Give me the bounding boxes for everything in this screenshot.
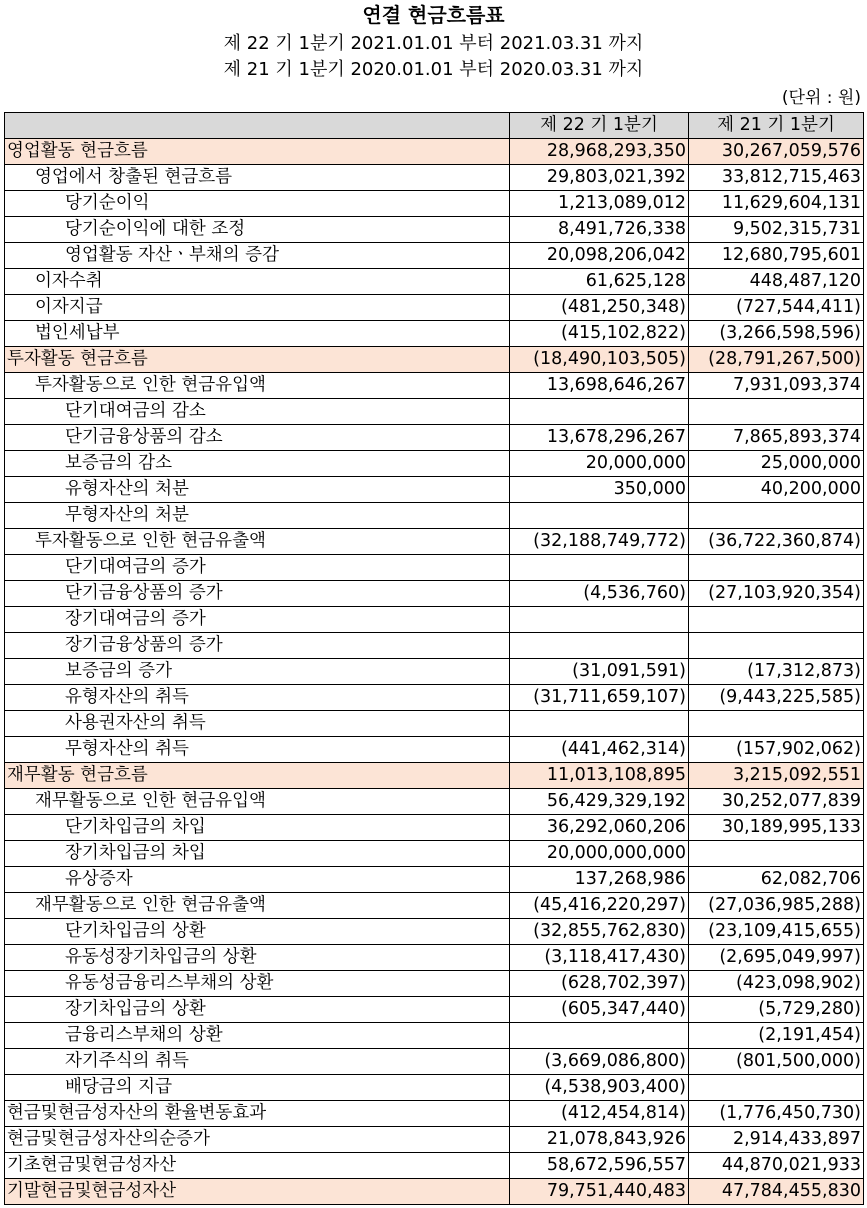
table-row — [5, 997, 864, 1023]
table-row — [5, 451, 864, 477]
row-label: 단기대여금의 증가 — [5, 555, 510, 581]
row-label: 사용권자산의 취득 — [5, 711, 510, 737]
row-label: 재무활동으로 인한 현금유입액 — [5, 789, 510, 815]
table-row — [5, 243, 864, 269]
period-current: 제 22 기 1분기 2021.01.01 부터 2021.03.31 까지 — [223, 33, 644, 54]
table-row — [5, 347, 864, 373]
table-row — [5, 165, 864, 191]
row-label: 장기차입금의 상환 — [5, 997, 510, 1023]
table-row — [5, 685, 864, 711]
current-period-value — [510, 633, 689, 659]
prior-period-value: (157,902,062) — [689, 737, 864, 763]
current-period-value: (31,091,591) — [510, 659, 689, 685]
table-row — [5, 1127, 864, 1153]
current-period-value: (32,855,762,830) — [510, 919, 689, 945]
table-row — [5, 529, 864, 555]
table-row — [5, 815, 864, 841]
prior-period-value: (23,109,415,655) — [689, 919, 864, 945]
current-period-value: 350,000 — [510, 477, 689, 503]
prior-period-value: (727,544,411) — [689, 295, 864, 321]
current-period-value: 13,678,296,267 — [510, 425, 689, 451]
current-period-value: (441,462,314) — [510, 737, 689, 763]
row-label: 기초현금및현금성자산 — [5, 1153, 510, 1179]
prior-period-value: (1,776,450,730) — [689, 1101, 864, 1127]
prior-period-value: (9,443,225,585) — [689, 685, 864, 711]
table-row — [5, 191, 864, 217]
prior-period-value: (36,722,360,874) — [689, 529, 864, 555]
table-header-row — [5, 113, 864, 139]
current-period-value: 56,429,329,192 — [510, 789, 689, 815]
current-period-value: 79,751,440,483 — [510, 1179, 689, 1205]
table-row — [5, 919, 864, 945]
row-label: 유동성장기차입금의 상환 — [5, 945, 510, 971]
prior-period-value — [689, 711, 864, 737]
table-row — [5, 425, 864, 451]
table-row — [5, 789, 864, 815]
statement-title: 연결 현금흐름표 — [362, 3, 505, 27]
prior-period-value: (2,695,049,997) — [689, 945, 864, 971]
prior-period-value — [689, 555, 864, 581]
current-period-value: (412,454,814) — [510, 1101, 689, 1127]
period-prior: 제 21 기 1분기 2020.01.01 부터 2020.03.31 까지 — [223, 59, 644, 80]
table-row — [5, 1049, 864, 1075]
row-label: 무형자산의 취득 — [5, 737, 510, 763]
row-label: 장기금융상품의 증가 — [5, 633, 510, 659]
prior-period-value — [689, 399, 864, 425]
row-label: 유형자산의 취득 — [5, 685, 510, 711]
current-period-value: 20,000,000,000 — [510, 841, 689, 867]
table-row — [5, 763, 864, 789]
prior-period-value: 44,870,021,933 — [689, 1153, 864, 1179]
table-row — [5, 503, 864, 529]
table-row — [5, 581, 864, 607]
header-prior-period: 제 21 기 1분기 — [689, 113, 864, 139]
current-period-value: 1,213,089,012 — [510, 191, 689, 217]
current-period-value: 20,098,206,042 — [510, 243, 689, 269]
row-label: 영업에서 창출된 현금흐름 — [5, 165, 510, 191]
current-period-value: (415,102,822) — [510, 321, 689, 347]
current-period-value: 28,968,293,350 — [510, 139, 689, 165]
row-label: 당기순이익에 대한 조정 — [5, 217, 510, 243]
table-row — [5, 841, 864, 867]
prior-period-value: 30,252,077,839 — [689, 789, 864, 815]
table-row — [5, 321, 864, 347]
row-label: 유형자산의 처분 — [5, 477, 510, 503]
row-label: 배당금의 지급 — [5, 1075, 510, 1101]
prior-period-value: 47,784,455,830 — [689, 1179, 864, 1205]
row-label: 단기금융상품의 증가 — [5, 581, 510, 607]
prior-period-value: (5,729,280) — [689, 997, 864, 1023]
row-label: 단기금융상품의 감소 — [5, 425, 510, 451]
current-period-value: 61,625,128 — [510, 269, 689, 295]
prior-period-value: (801,500,000) — [689, 1049, 864, 1075]
prior-period-value: 62,082,706 — [689, 867, 864, 893]
row-label: 보증금의 감소 — [5, 451, 510, 477]
current-period-value: (605,347,440) — [510, 997, 689, 1023]
row-label: 재무활동으로 인한 현금유출액 — [5, 893, 510, 919]
row-label: 유상증자 — [5, 867, 510, 893]
current-period-value: 21,078,843,926 — [510, 1127, 689, 1153]
current-period-value: (3,669,086,800) — [510, 1049, 689, 1075]
row-label: 영업활동 현금흐름 — [5, 139, 510, 165]
current-period-value — [510, 555, 689, 581]
prior-period-value: 7,865,893,374 — [689, 425, 864, 451]
prior-period-value — [689, 607, 864, 633]
prior-period-value: 25,000,000 — [689, 451, 864, 477]
table-row — [5, 737, 864, 763]
cash-flow-table — [4, 112, 864, 1205]
table-row — [5, 633, 864, 659]
current-period-value: 8,491,726,338 — [510, 217, 689, 243]
current-period-value: (4,536,760) — [510, 581, 689, 607]
row-label: 무형자산의 처분 — [5, 503, 510, 529]
row-label: 기말현금및현금성자산 — [5, 1179, 510, 1205]
current-period-value — [510, 503, 689, 529]
prior-period-value: (27,036,985,288) — [689, 893, 864, 919]
prior-period-value: 12,680,795,601 — [689, 243, 864, 269]
current-period-value: 29,803,021,392 — [510, 165, 689, 191]
row-label: 단기차입금의 상환 — [5, 919, 510, 945]
unit-label: (단위 : 원) — [781, 88, 861, 108]
row-label: 당기순이익 — [5, 191, 510, 217]
prior-period-value: 7,931,093,374 — [689, 373, 864, 399]
prior-period-value: (28,791,267,500) — [689, 347, 864, 373]
row-label: 투자활동으로 인한 현금유출액 — [5, 529, 510, 555]
table-row — [5, 1101, 864, 1127]
prior-period-value: (2,191,454) — [689, 1023, 864, 1049]
prior-period-value: (27,103,920,354) — [689, 581, 864, 607]
table-row — [5, 867, 864, 893]
table-row — [5, 1179, 864, 1205]
table-row — [5, 555, 864, 581]
prior-period-value — [689, 633, 864, 659]
current-period-value: (45,416,220,297) — [510, 893, 689, 919]
current-period-value — [510, 607, 689, 633]
table-row — [5, 1075, 864, 1101]
header-label — [5, 113, 510, 139]
table-row — [5, 295, 864, 321]
table-row — [5, 1153, 864, 1179]
current-period-value — [510, 399, 689, 425]
current-period-value: (628,702,397) — [510, 971, 689, 997]
current-period-value: (18,490,103,505) — [510, 347, 689, 373]
current-period-value: (481,250,348) — [510, 295, 689, 321]
table-row — [5, 711, 864, 737]
row-label: 영업활동 자산ㆍ부채의 증감 — [5, 243, 510, 269]
row-label: 투자활동으로 인한 현금유입액 — [5, 373, 510, 399]
table-row — [5, 477, 864, 503]
current-period-value: 137,268,986 — [510, 867, 689, 893]
prior-period-value: 33,812,715,463 — [689, 165, 864, 191]
prior-period-value: 30,267,059,576 — [689, 139, 864, 165]
prior-period-value: 3,215,092,551 — [689, 763, 864, 789]
row-label: 단기차입금의 차입 — [5, 815, 510, 841]
prior-period-value: 9,502,315,731 — [689, 217, 864, 243]
prior-period-value: 30,189,995,133 — [689, 815, 864, 841]
table-row — [5, 1023, 864, 1049]
row-label: 이자지급 — [5, 295, 510, 321]
prior-period-value — [689, 1075, 864, 1101]
row-label: 이자수취 — [5, 269, 510, 295]
current-period-value — [510, 711, 689, 737]
header-current-period: 제 22 기 1분기 — [510, 113, 689, 139]
current-period-value: 11,013,108,895 — [510, 763, 689, 789]
row-label: 투자활동 현금흐름 — [5, 347, 510, 373]
row-label: 자기주식의 취득 — [5, 1049, 510, 1075]
prior-period-value: 448,487,120 — [689, 269, 864, 295]
prior-period-value: (17,312,873) — [689, 659, 864, 685]
row-label: 현금및현금성자산의순증가 — [5, 1127, 510, 1153]
current-period-value: 13,698,646,267 — [510, 373, 689, 399]
table-row — [5, 217, 864, 243]
current-period-value: 20,000,000 — [510, 451, 689, 477]
table-row — [5, 659, 864, 685]
current-period-value: (31,711,659,107) — [510, 685, 689, 711]
row-label: 보증금의 증가 — [5, 659, 510, 685]
current-period-value: 36,292,060,206 — [510, 815, 689, 841]
row-label: 법인세납부 — [5, 321, 510, 347]
current-period-value: (3,118,417,430) — [510, 945, 689, 971]
row-label: 재무활동 현금흐름 — [5, 763, 510, 789]
table-row — [5, 373, 864, 399]
current-period-value: 58,672,596,557 — [510, 1153, 689, 1179]
row-label: 유동성금융리스부채의 상환 — [5, 971, 510, 997]
table-row — [5, 945, 864, 971]
row-label: 현금및현금성자산의 환율변동효과 — [5, 1101, 510, 1127]
table-row — [5, 893, 864, 919]
prior-period-value — [689, 503, 864, 529]
row-label: 단기대여금의 감소 — [5, 399, 510, 425]
prior-period-value: 2,914,433,897 — [689, 1127, 864, 1153]
current-period-value: (32,188,749,772) — [510, 529, 689, 555]
row-label: 장기대여금의 증가 — [5, 607, 510, 633]
table-row — [5, 971, 864, 997]
prior-period-value: (423,098,902) — [689, 971, 864, 997]
table-row — [5, 399, 864, 425]
row-label: 장기차입금의 차입 — [5, 841, 510, 867]
prior-period-value: 11,629,604,131 — [689, 191, 864, 217]
row-label: 금융리스부채의 상환 — [5, 1023, 510, 1049]
table-row — [5, 607, 864, 633]
prior-period-value — [689, 841, 864, 867]
current-period-value: (4,538,903,400) — [510, 1075, 689, 1101]
table-row — [5, 139, 864, 165]
prior-period-value: (3,266,598,596) — [689, 321, 864, 347]
current-period-value — [510, 1023, 689, 1049]
table-row — [5, 269, 864, 295]
prior-period-value: 40,200,000 — [689, 477, 864, 503]
